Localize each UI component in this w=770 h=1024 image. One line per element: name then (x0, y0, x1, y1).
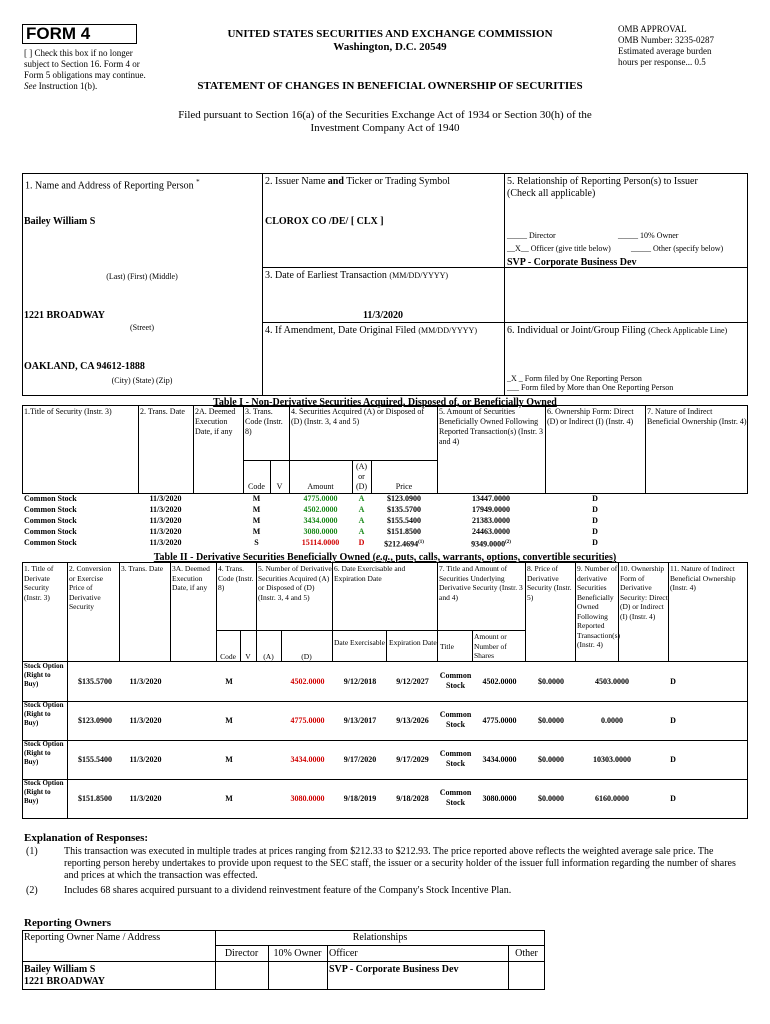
filed-line-2: Investment Company Act of 1940 (310, 122, 460, 134)
t2-exer: 9/17/2020 (343, 755, 377, 764)
owner-address: 1221 BROADWAY (24, 976, 106, 987)
explanation-heading: Explanation of Responses: (24, 832, 149, 844)
owners-col-ten: 10% Owner (273, 948, 322, 959)
box2-label: 2. Issuer Name and Ticker or Trading Symbol (265, 176, 451, 187)
t2-row (22, 779, 748, 819)
t2-d: 4775.0000 (290, 716, 325, 725)
t2-dprice: $0.0000 (538, 677, 564, 686)
t1-ad: D (358, 538, 365, 547)
t1-form: D (592, 527, 598, 536)
t1-code: S (254, 538, 259, 547)
agency-name: UNITED STATES SECURITIES AND EXCHANGE COMMISSION (227, 28, 553, 40)
t2-uamount: 4502.0000 (482, 677, 517, 686)
table2-title: Table II - Derivative Securities Beneficially Owned (e.g., puts, calls, warrants, options, convertible securities) (153, 552, 617, 563)
box4-label: 4. If Amendment, Date Original Filed (MM/DD/YYYY) (265, 325, 477, 336)
t2-form: D (670, 677, 676, 686)
t2-price: $123.0900 (78, 716, 112, 725)
t2-col-underlying: 7. Title and Amount of Securities Underlying Derivative Security (Instr. 3 and 4) (439, 564, 523, 602)
footnote-1-text: This transaction was executed in multiple trades at prices ranging from $212.33 to $212.93. The price reported above reflects the weighted average sale price. The reporting person hereby undertakes to provide upon request to the SEC staff, the issuer or a security holder of the issuer full information regarding the number of shares and prices at which the transaction was effected. (64, 846, 736, 881)
t1-form: D (592, 494, 598, 503)
t2-owned: 0.0000 (601, 716, 623, 725)
t1-price: $151.8500 (387, 527, 421, 536)
t2-sub-code: Code (220, 652, 236, 661)
t1-date: 11/3/2020 (149, 494, 182, 503)
owner-officer-title: SVP - Corporate Business Dev (329, 964, 459, 975)
t1-title: Common Stock (24, 527, 77, 536)
t1-form: D (592, 516, 598, 525)
owner-name: Bailey William S (24, 964, 96, 975)
t1-ad: A (358, 527, 365, 536)
t2-sub-d: (D) (301, 652, 312, 661)
form-title: FORM 4 (26, 24, 91, 43)
t1-code: M (252, 494, 261, 503)
t2-utitle: Common Stock (439, 710, 472, 729)
t1-date: 11/3/2020 (149, 516, 182, 525)
t1-owned-cell (437, 538, 545, 550)
t2-date: 11/3/2020 (129, 794, 162, 803)
t2-col-price: 8. Price of Derivative Security (Instr. 5) (527, 564, 572, 602)
check-box-instr: Instruction 1(b). (38, 81, 98, 91)
t1-col-date: 2. Trans. Date (140, 407, 185, 416)
t1-code: M (252, 505, 261, 514)
t2-form: D (670, 755, 676, 764)
t2-sub-title: Title (440, 642, 454, 651)
check-box-see: See (24, 81, 37, 91)
footnote-2-text: Includes 68 shares acquired pursuant to a dividend reinvestment feature of the Company's Stock Incentive Plan. (64, 885, 512, 896)
t2-price: $155.5400 (78, 755, 112, 764)
check-box-text: [ ] Check this box if no longer subject to Section 16. Form 4 or Form 5 obligations may continue. (24, 48, 146, 80)
t2-col-title: 1. Title of Derivate Security (Instr. 3) (24, 564, 54, 602)
t2-utitle: Common Stock (439, 788, 472, 807)
box1-label: 1. Name and Address of Reporting Person * (25, 178, 200, 192)
t1-price-cell (371, 538, 437, 550)
owners-col-name: Reporting Owner Name / Address (24, 932, 161, 943)
t2-uamount: 3434.0000 (482, 755, 517, 764)
t2-dprice: $0.0000 (538, 794, 564, 803)
t2-date: 11/3/2020 (129, 677, 162, 686)
t1-ad: A (358, 505, 365, 514)
t2-exer: 9/18/2019 (343, 794, 377, 803)
issuer-name: CLOROX CO /DE/ [ CLX ] (265, 216, 384, 227)
t2-exer: 9/12/2018 (343, 677, 377, 686)
t2-d: 3080.0000 (290, 794, 325, 803)
t1-owned: 24463.0000 (472, 527, 510, 536)
t2-col-conversion: 2. Conversion or Exercise Price of Derivative Security (69, 564, 112, 611)
t2-sub-a: (A) (263, 652, 274, 661)
t1-col-nature: 7. Nature of Indirect Beneficial Ownership (Instr. 4) (647, 407, 747, 426)
t2-title: Stock Option (Right to Buy) (24, 779, 64, 805)
t2-d: 3434.0000 (290, 755, 325, 764)
footnote-1-number: (1) (26, 846, 38, 857)
t2-date: 11/3/2020 (129, 755, 162, 764)
owners-heading: Reporting Owners (24, 917, 112, 929)
t2-col-code: 4. Trans. Code (Instr. 8) (218, 564, 254, 592)
t1-amount: 4502.0000 (303, 505, 338, 514)
t2-exp: 9/17/2029 (396, 755, 429, 764)
t2-title: Stock Option (Right to Buy) (24, 740, 64, 766)
t2-dprice: $0.0000 (538, 755, 564, 764)
t2-utitle: Common Stock (439, 671, 472, 690)
t2-code: M (225, 716, 233, 725)
t1-amount: 4775.0000 (303, 494, 338, 503)
t2-col-exercisable: 6. Date Exercisable and Expiration Date (334, 564, 406, 583)
t1-sub-v: V (276, 482, 283, 491)
t2-d: 4502.0000 (290, 677, 325, 686)
omb-line-4: hours per response... 0.5 (618, 57, 706, 67)
t2-sub-v: V (245, 652, 251, 661)
t2-title: Stock Option (Right to Buy) (24, 701, 64, 727)
t1-col-deemed: 2A. Deemed Execution Date, if any (195, 407, 236, 436)
street-caption: (Street) (130, 323, 154, 332)
t2-owned: 4503.0000 (595, 677, 629, 686)
t2-date: 11/3/2020 (129, 716, 162, 725)
t1-price: $135.5700 (387, 505, 421, 514)
t1-form: D (592, 505, 598, 514)
t2-col-nature: 11. Nature of Indirect Beneficial Ownership (Instr. 4) (670, 564, 736, 592)
t2-utitle: Common Stock (439, 749, 472, 768)
t1-col-title: 1.Title of Security (Instr. 3) (24, 407, 112, 416)
t1-sub-code: Code (248, 482, 265, 491)
t2-sub-amount: Amount or Number of Shares (474, 632, 507, 660)
t1-code: M (252, 516, 261, 525)
filed-line-1: Filed pursuant to Section 16(a) of the Securities Exchange Act of 1934 or Section 30(h) of the (178, 109, 592, 121)
name-caption: (Last) (First) (Middle) (106, 272, 178, 281)
omb-line-1: OMB APPROVAL (618, 24, 687, 34)
t2-form: D (670, 794, 676, 803)
t1-price: $155.5400 (387, 516, 421, 525)
t1-ad: A (358, 516, 365, 525)
t2-form: D (670, 716, 676, 725)
omb-approval (618, 24, 758, 68)
t2-exer: 9/13/2017 (343, 716, 377, 725)
t1-ad: A (358, 494, 365, 503)
earliest-transaction-date: 11/3/2020 (362, 310, 403, 321)
t2-row (22, 740, 748, 780)
director-checkbox[interactable]: _____ Director (507, 231, 556, 240)
t1-owned: 9349.0000 (471, 539, 506, 549)
owners-col-other: Other (515, 948, 538, 959)
t1-amount: 15114.0000 (301, 538, 340, 547)
t1-title: Common Stock (24, 494, 77, 503)
statement-title: STATEMENT OF CHANGES IN BENEFICIAL OWNERSHIP OF SECURITIES (197, 80, 583, 92)
t2-exp: 9/18/2028 (396, 794, 429, 803)
t2-code: M (225, 755, 233, 764)
table1-title: Table I - Non-Derivative Securities Acquired, Disposed of, or Beneficially Owned (213, 397, 557, 408)
t1-col-amount-owned: 5. Amount of Securities Beneficially Owned Following Reported Transaction(s) (Instr. 3 and 4) (439, 407, 543, 446)
t2-code: M (225, 794, 233, 803)
t1-date: 11/3/2020 (149, 505, 182, 514)
officer-title: SVP - Corporate Business Dev (507, 257, 637, 268)
filing-one-person[interactable]: _X _ Form filed by One Reporting Person (507, 374, 642, 383)
t2-row (22, 662, 748, 702)
t2-col-deemed: 3A. Deemed Execution Date, if any (172, 564, 210, 592)
t2-sub-expiration: Expiration Date (389, 638, 437, 647)
t2-price: $151.8500 (78, 794, 112, 803)
t1-price: $212.4694 (384, 539, 419, 549)
box5-label: 5. Relationship of Reporting Person(s) to Issuer (Check all applicable) (507, 176, 698, 199)
box6-label: 6. Individual or Joint/Group Filing (Check Applicable Line) (507, 325, 728, 336)
t1-sub-amount: Amount (307, 482, 334, 491)
t1-date: 11/3/2020 (149, 527, 182, 536)
t1-price-note[interactable]: (1) (418, 540, 424, 545)
t2-col-date: 3. Trans. Date (121, 564, 164, 573)
t2-sub-exercisable: Date Exercisable (334, 638, 386, 647)
t2-code: M (225, 677, 233, 686)
t1-owned: 21383.0000 (472, 516, 510, 525)
t1-col-code: 3. Trans. Code (Instr. 8) (245, 407, 283, 436)
check-box-instruction[interactable] (24, 48, 149, 92)
ten-percent-checkbox[interactable]: _____ 10% Owner (618, 231, 679, 240)
reporting-street: 1221 BROADWAY (24, 310, 106, 321)
t1-sub-aord: (A) or (D) (355, 462, 368, 491)
t1-date: 11/3/2020 (149, 538, 182, 547)
t2-col-ownership: 10. Ownership Form of Derivative Security: Direct (D) or Indirect (I) (Instr. 4) (620, 564, 668, 621)
city-caption: (City) (State) (Zip) (111, 376, 173, 385)
t1-price: $123.0900 (387, 494, 421, 503)
omb-line-2: OMB Number: 3235-0287 (618, 35, 714, 45)
other-checkbox[interactable]: _____ Other (specify below) (631, 244, 724, 253)
t1-owned: 13447.0000 (472, 494, 510, 503)
t2-owned: 6160.0000 (595, 794, 629, 803)
t1-title: Common Stock (24, 516, 77, 525)
t2-uamount: 4775.0000 (482, 716, 517, 725)
owners-col-relationships: Relationships (352, 932, 408, 943)
t2-title: Stock Option (Right to Buy) (24, 662, 64, 688)
filed-pursuant (100, 109, 670, 135)
agency-location: Washington, D.C. 20549 (333, 41, 447, 53)
t2-dprice: $0.0000 (538, 716, 564, 725)
owners-col-officer: Officer (329, 948, 358, 959)
officer-checkbox[interactable]: __X__ Officer (give title below) (507, 244, 611, 253)
t2-owned: 10303.0000 (593, 755, 631, 764)
owners-col-director: Director (224, 948, 259, 959)
t2-uamount: 3080.0000 (482, 794, 517, 803)
t2-col-owned: 9. Number of derivative Securities Beneficially Owned Following Reported Transaction(s) (Instr. 4) (577, 564, 621, 649)
t1-amount: 3434.0000 (303, 516, 338, 525)
t2-col-number: 5. Number of Derivative Securities Acquired (A) or Disposed of (D) (Instr. 3, 4 and 5) (258, 564, 332, 602)
t1-amount: 3080.0000 (303, 527, 338, 536)
reporting-person-name: Bailey William S (24, 216, 96, 227)
t1-owned-note[interactable]: (2) (505, 540, 511, 545)
t2-row (22, 701, 748, 741)
t1-code: M (252, 527, 261, 536)
footnote-2-number: (2) (26, 885, 38, 896)
filing-more-persons[interactable]: ___ Form filed by More than One Reporting Person (507, 383, 674, 392)
t1-owned: 17949.0000 (472, 505, 510, 514)
omb-line-3: Estimated average burden (618, 46, 712, 56)
t1-title: Common Stock (24, 538, 77, 547)
t2-exp: 9/12/2027 (396, 677, 429, 686)
t2-exp: 9/13/2026 (396, 716, 429, 725)
t1-form: D (592, 538, 598, 547)
t2-price: $135.5700 (78, 677, 112, 686)
box3-label: 3. Date of Earliest Transaction (MM/DD/YYYY) (265, 270, 449, 281)
box1-star: * (196, 178, 200, 186)
t1-title: Common Stock (24, 505, 77, 514)
reporting-city: OAKLAND, CA 94612-1888 (24, 361, 145, 372)
t1-sub-price: Price (395, 482, 413, 491)
t1-col-ownership: 6. Ownership Form: Direct (D) or Indirect (I) (Instr. 4) (547, 407, 634, 426)
t1-col-securities: 4. Securities Acquired (A) or Disposed of (D) (Instr. 3, 4 and 5) (291, 407, 425, 426)
